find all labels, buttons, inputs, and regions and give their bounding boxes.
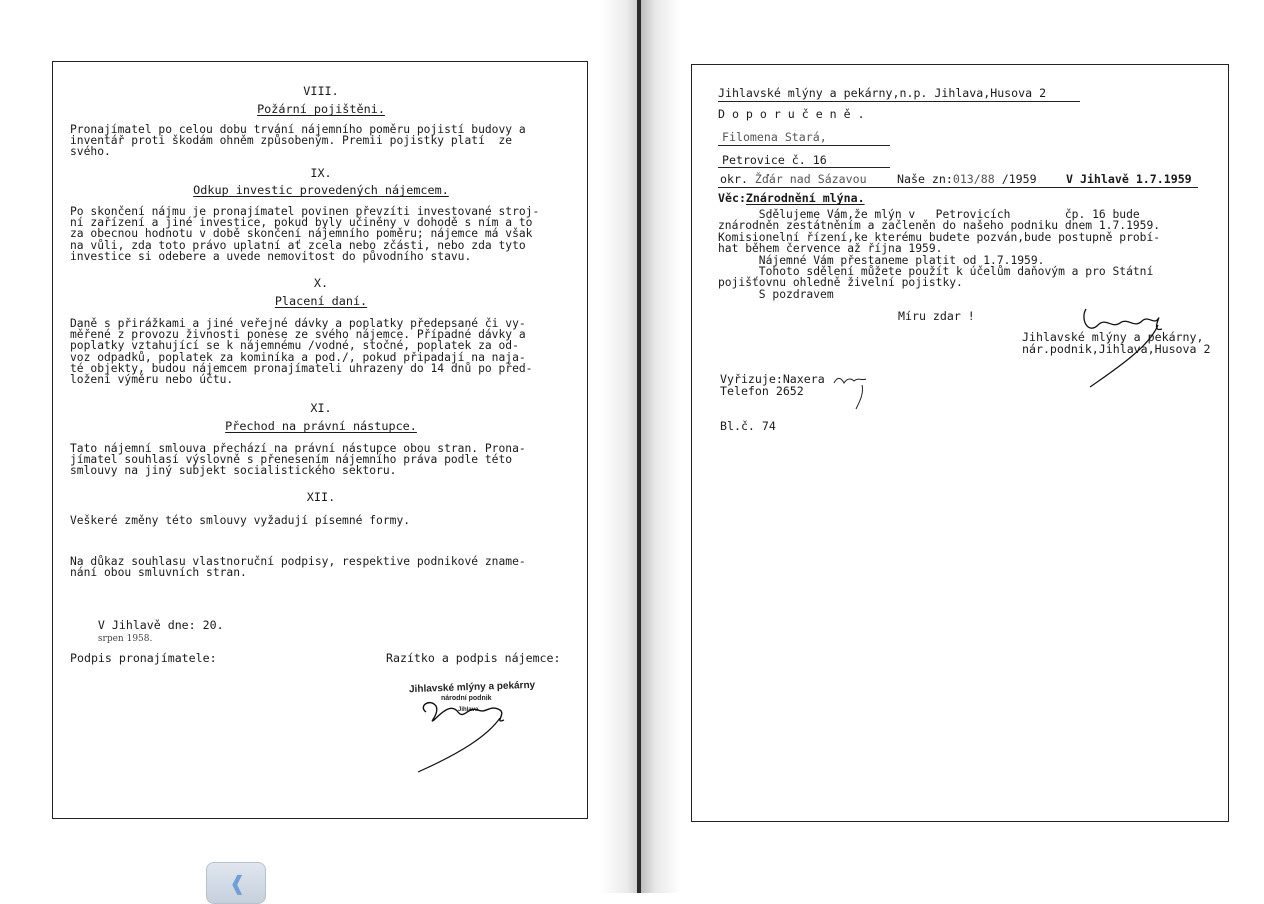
registered-mail-label: D o p o r u č e n ě . (718, 107, 865, 121)
text-line: hat během července až října 1959. (718, 242, 943, 256)
text-line: Sdělujeme Vám,že mlýn v Petrovicích čp. 16 bude (718, 208, 1140, 221)
text-line: S pozdravem (718, 287, 834, 301)
section-number-xi: XI. (310, 401, 332, 415)
app-icon[interactable] (206, 862, 266, 904)
reference-line (897, 173, 1037, 185)
letter-date: 1.7.1959 (1135, 172, 1192, 186)
place-label: V Jihlavě (1066, 172, 1129, 186)
paragraph-fire-insurance (70, 124, 570, 158)
date-label: V Jihlavě dne: 20. (97, 618, 224, 633)
subject-line (718, 192, 865, 204)
date-handwritten: srpen 1958. (97, 633, 153, 644)
text-line: voz odpadků, poplatek za kominíka a pod./, pokud připadají na najа- (70, 350, 526, 364)
section-title-investments: Odkup investic provedených nájemcem. (193, 183, 449, 197)
text-line: Pronajímatel po celou dobu trvání nájemního poměru pojistí budovy a (70, 123, 526, 136)
greeting-peace: Míru zdar ! (898, 309, 975, 323)
paragraph-changes (70, 515, 570, 526)
text-line: smlouvy na jiný subjekt socialistického sektoru. (70, 464, 397, 478)
text-line: Tato nájemní smlouva přechází na právní nástupce obou stran. Prona- (70, 442, 526, 455)
text-line: Veškeré změny této smlouvy vyžadují písemné formy. (70, 514, 411, 527)
paragraph-taxes (70, 318, 570, 385)
stamp-company-name: Jihlavské mlýny a pekárny (408, 679, 536, 696)
stamp-city: Jihlava (458, 707, 479, 713)
text-line: znárodněn zestátněním a začleněn do našeho podniku dnem 1.7.1959. (718, 219, 1161, 233)
recipient-name: Filomena Stará, (722, 130, 827, 144)
text-line: měřené z provozu živnosti ponese ze svého nájemce. Případné dávky a (70, 328, 526, 342)
paragraph-investments (70, 206, 570, 262)
director-signature (1072, 295, 1182, 390)
telephone: Telefon 2652 (720, 384, 804, 398)
section-number-ix: IX. (310, 166, 332, 180)
date-line (70, 609, 224, 657)
stamp-enterprise: národní podnik (441, 695, 492, 702)
tenant-signature (408, 680, 528, 775)
reference-label: Naše zn: (897, 172, 953, 186)
signature-company-line1: Jihlavské mlýny a pekárny, (1022, 330, 1204, 344)
text-line: svého. (70, 145, 111, 159)
text-line: Tohoto sdělení můžete použít k účelům daňovým a pro Státní (718, 265, 1154, 279)
letter-body (718, 209, 1160, 300)
underline (718, 145, 890, 146)
text-line: Na důkaz souhlasu vlastnoruční podpisy, respektive podnikové znamе- (70, 555, 526, 568)
handled-by: Vyřizuje:Naxera (720, 372, 825, 386)
section-number-xii: XII. (306, 490, 336, 504)
text-line: na vůli, zda toto právo uplatní ať zcela nebo zčásti, nebo zda tyto (70, 238, 526, 252)
text-line: ní zařízení a jiné investice, pokud byly učiněny v dohodě s ním a to (70, 216, 533, 230)
signature-company-line2: nár.podnik,Jihlava,Husova 2 (1022, 342, 1211, 356)
signature-label-tenant: Razítko a podpis nájemce: (386, 651, 561, 665)
place-date (1066, 173, 1192, 185)
text-line: nání obou smluvních stran. (70, 566, 247, 580)
text-line: Nájemné Vám přestaneme platit od 1.7.1959. (718, 253, 1045, 267)
signature-label-landlord: Podpis pronajímatele: (70, 651, 217, 665)
paragraph-closing (70, 556, 570, 578)
district-value: Žďár nad Sázavou (754, 172, 867, 186)
sheet-number: Bl.č. 74 (720, 419, 776, 433)
subject-text: Znárodnění mlýna. (745, 191, 865, 205)
right-document-page (691, 64, 1229, 822)
text-line: ložení výměru nebo účtu. (70, 373, 234, 387)
text-line: Daně s přirážkami a jiné veřejné dávky a poplatky předepsané či vy- (70, 317, 526, 330)
app-glyph-icon: ❰ (229, 871, 246, 895)
text-line: pojišťovnu ohledně živelní pojistky. (718, 276, 963, 290)
subject-label: Věc: (718, 191, 746, 205)
underline (718, 167, 890, 168)
district-line (720, 173, 867, 185)
sender-address: Jihlavské mlýny a pekárny,n.p. Jihlava,Husova 2 (718, 86, 1047, 100)
handler-initials (832, 369, 874, 409)
text-line: inventář proti škodám ohněm způsobeným. Premii pojistky platí ze (70, 134, 513, 148)
left-document-page (52, 61, 588, 819)
section-number-viii: VIII. (303, 84, 339, 98)
district-label: okr. (720, 172, 748, 186)
section-title-fire-insurance: Požární pojištěni. (257, 102, 385, 116)
reference-number: 013/88 (952, 172, 995, 186)
book-gutter-left (600, 0, 638, 893)
text-line: Komisionelní řízení,ke kterému budete pozván,bude postupně probí- (718, 230, 1161, 244)
recipient-address: Petrovice č. 16 (722, 153, 827, 167)
reference-year: /1959 (1001, 172, 1037, 186)
underline (718, 101, 1080, 102)
paragraph-successors (70, 443, 570, 477)
underline (718, 187, 1198, 188)
section-title-successors: Přechod na právní nástupce. (225, 419, 417, 433)
section-title-taxes: Placení daní. (274, 294, 368, 308)
text-line: poplatky vztahující se k nájemnému /vodné, stočné, poplatek za od- (70, 339, 519, 353)
text-line: jímatel souhlasí výslovně s přenesením nájemního práva podle této (70, 453, 513, 467)
text-line: té objekty, budou nájemcem pronajímateli uhrazeny do 14 dnů po před- (70, 361, 533, 375)
text-line: investice si odebere a uvede nemovitost do původního stavu. (70, 249, 472, 263)
section-number-x: X. (313, 276, 329, 290)
text-line: za obecnou hodnotu v době skončení nájemního poměru; nájemce má však (70, 227, 533, 241)
text-line: Po skončení nájmu je pronajímatel povinen převzíti investované stroj- (70, 205, 540, 218)
book-gutter-right (641, 0, 681, 893)
